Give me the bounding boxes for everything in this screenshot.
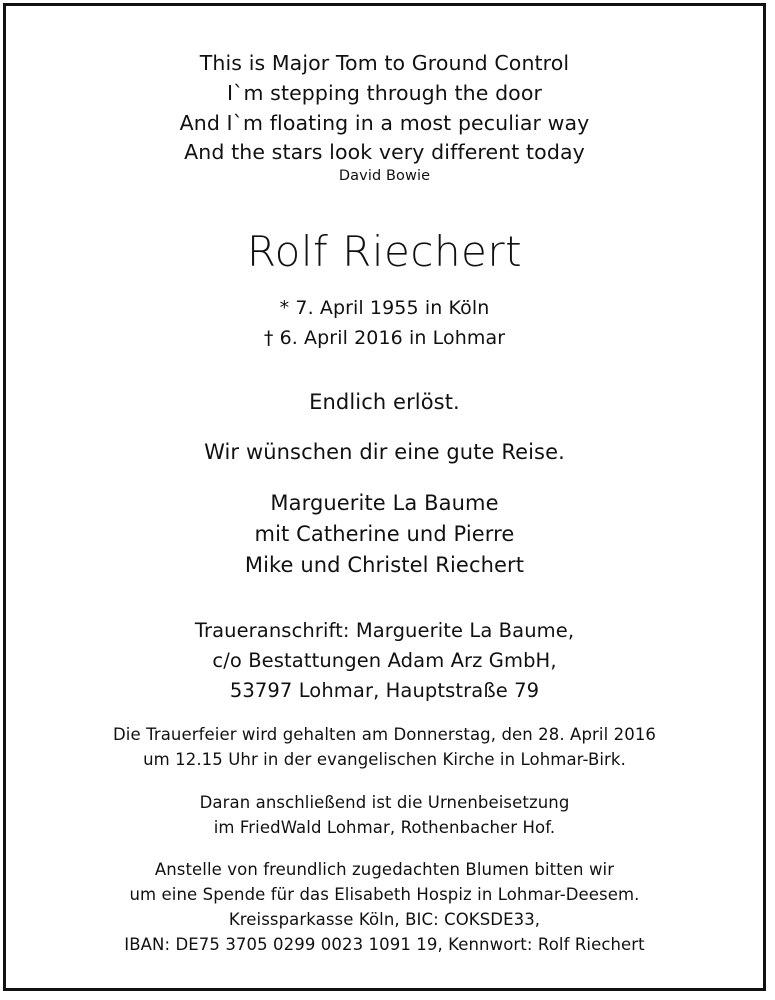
obituary-content <box>6 6 763 988</box>
death-date: † 6. April 2016 in Lohmar <box>263 327 506 349</box>
quote-line: I`m stepping through the door <box>226 81 542 105</box>
burial-line: Daran anschließend ist die Urnenbeisetzung <box>199 793 570 812</box>
mourner-line: Mike und Christel Riechert <box>244 553 525 577</box>
quote-line: And I`m floating in a most peculiar way <box>179 111 590 135</box>
mourner-line: mit Catherine und Pierre <box>254 522 515 546</box>
burial-line: im FriedWald Lohmar, Rothenbacher Hof. <box>213 818 556 837</box>
address-line: Traueranschrift: Marguerite La Baume, <box>194 619 575 642</box>
donation-line: Kreissparkasse Köln, BIC: COKSDE33, <box>228 910 541 929</box>
obituary-frame <box>3 3 766 991</box>
donation-line: IBAN: DE75 3705 0299 0023 1091 19, Kennwort: Rolf Riechert <box>124 935 645 954</box>
quote-line: And the stars look very different today <box>184 140 585 164</box>
quote-line: This is Major Tom to Ground Control <box>199 51 570 75</box>
message-line: Wir wünschen dir eine gute Reise. <box>204 440 565 464</box>
donation-line: um eine Spende für das Elisabeth Hospiz in Lohmar-Deesem. <box>129 885 640 904</box>
deceased-name: Rolf Riechert <box>246 227 523 276</box>
ceremony-line: um 12.15 Uhr in der evangelischen Kirche in Lohmar-Birk. <box>143 750 626 769</box>
address-line: 53797 Lohmar, Hauptstraße 79 <box>229 679 540 702</box>
address-line: c/o Bestattungen Adam Arz GmbH, <box>212 649 557 672</box>
ceremony-line: Die Trauerfeier wird gehalten am Donnerstag, den 28. April 2016 <box>112 725 657 744</box>
quote-author: David Bowie <box>338 168 431 184</box>
birth-date: * 7. April 1955 in Köln <box>279 297 490 319</box>
mourner-line: Marguerite La Baume <box>270 491 499 515</box>
message-line: Endlich erlöst. <box>309 390 460 414</box>
donation-line: Anstelle von freundlich zugedachten Blumen bitten wir <box>154 860 615 879</box>
